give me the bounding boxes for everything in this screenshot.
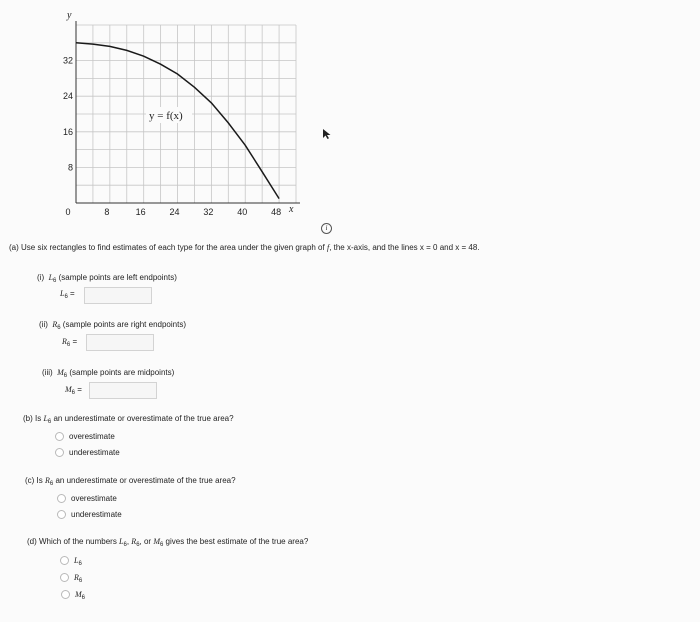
x-tick-label: 16 — [135, 207, 146, 217]
y-tick-label: 32 — [62, 55, 73, 66]
x-axis-label: x — [289, 204, 294, 215]
part-c-prompt: (c) Is $R_6$ an underestimate or overestimate of the true area? — [25, 476, 236, 487]
radio-button[interactable] — [57, 494, 66, 503]
part-c-option-overestimate[interactable]: overestimate — [57, 494, 117, 503]
radio-button[interactable] — [57, 510, 66, 519]
part-a-prompt: (a) Use six rectangles to find estimates of each type for the area under the given graph of f, the x-axis, and the lines x = 0 and x = 48. — [9, 243, 480, 252]
radio-button[interactable] — [60, 556, 69, 565]
part-d-option-r6[interactable]: $R_6$ — [60, 573, 82, 582]
part-a-iii-label: (iii) $M_6$ (sample points are midpoints) — [42, 368, 175, 379]
radio-button[interactable] — [55, 448, 64, 457]
part-b-prompt: (b) Is $L_6$ an underestimate or overestimate of the true area? — [23, 414, 234, 425]
l6-answer-input[interactable] — [84, 287, 152, 304]
y-axis-label: y — [67, 10, 72, 21]
part-d-prompt: (d) Which of the numbers $L_6$, $R_6$, or $M_6$ gives the best estimate of the true area? — [27, 537, 309, 548]
radio-button[interactable] — [60, 573, 69, 582]
part-d-option-l6[interactable]: $L_6$ — [60, 556, 82, 565]
part-b-option-overestimate[interactable]: overestimate — [55, 432, 115, 441]
function-label: y = f(x) — [149, 110, 183, 122]
x-tick-label: 24 — [169, 207, 180, 217]
part-a-iii-equation: $M_6$ = — [65, 385, 82, 396]
part-a-i-label: (i) $L_6$ (sample points are left endpoints) — [37, 273, 177, 284]
r6-answer-input[interactable] — [86, 334, 154, 351]
part-b-option-underestimate[interactable]: underestimate — [55, 448, 120, 457]
radio-button[interactable] — [61, 590, 70, 599]
part-c-option-underestimate[interactable]: underestimate — [57, 510, 122, 519]
info-icon[interactable]: i — [321, 223, 332, 234]
x-tick-label: 8 — [104, 207, 110, 217]
radio-button[interactable] — [55, 432, 64, 441]
y-tick-label: 8 — [67, 162, 73, 173]
function-graph — [0, 0, 340, 225]
m6-answer-input[interactable] — [89, 382, 157, 399]
part-a-ii-label: (ii) $R_6$ (sample points are right endpoints) — [39, 320, 186, 331]
x-tick-label: 48 — [271, 207, 282, 217]
y-tick-label: 16 — [62, 126, 73, 137]
part-a-ii-equation: $R_6$ = — [62, 337, 78, 348]
x-tick-label: 0 — [65, 207, 71, 217]
part-d-option-m6[interactable]: $M_6$ — [61, 590, 85, 599]
part-a-i-equation: $L_6$ = — [60, 289, 75, 300]
x-tick-label: 32 — [203, 207, 214, 217]
mouse-cursor-icon — [322, 128, 332, 140]
y-tick-label: 24 — [62, 91, 73, 102]
x-tick-label: 40 — [237, 207, 248, 217]
graph-tick-labels — [63, 56, 281, 217]
